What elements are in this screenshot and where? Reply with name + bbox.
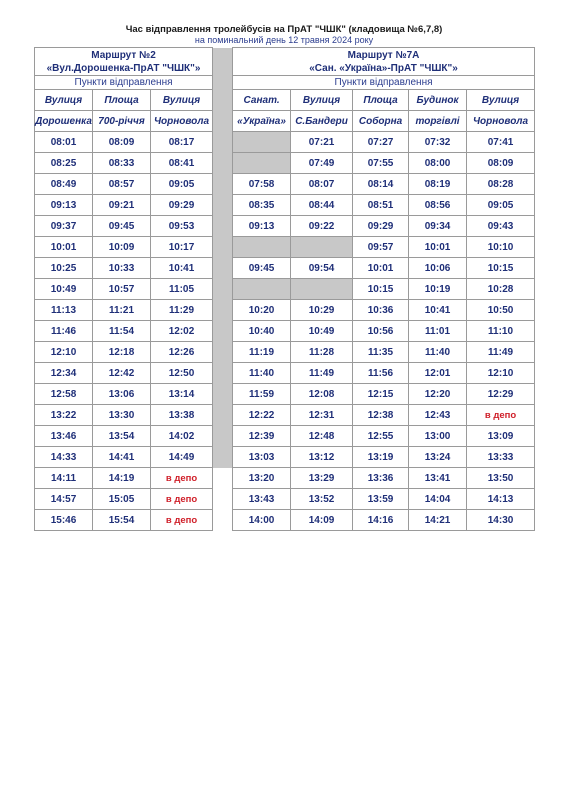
empty-cell: [233, 237, 291, 258]
time-cell: 11:01: [409, 321, 467, 342]
time-cell: 09:45: [233, 258, 291, 279]
time-cell: 12:10: [35, 342, 93, 363]
time-cell: 11:05: [151, 279, 213, 300]
time-cell: 08:09: [467, 153, 535, 174]
table-row: [35, 174, 535, 195]
time-cell: 07:58: [233, 174, 291, 195]
column-separator: [213, 489, 233, 510]
route2-points-label: Пункти відправлення: [35, 76, 213, 90]
table-row: [35, 321, 535, 342]
table-row: [35, 216, 535, 237]
time-cell: 10:33: [93, 258, 151, 279]
time-cell: 07:21: [291, 132, 353, 153]
time-cell: 13:46: [35, 426, 93, 447]
column-separator: [213, 132, 233, 153]
time-cell: 11:40: [233, 363, 291, 384]
time-cell: 14:49: [151, 447, 213, 468]
time-cell: 10:40: [233, 321, 291, 342]
stop-header: Вулиця: [291, 90, 353, 111]
time-cell: 10:41: [151, 258, 213, 279]
time-cell: 13:06: [93, 384, 151, 405]
table-row: [35, 447, 535, 468]
time-cell: 09:34: [409, 216, 467, 237]
time-cell: 11:49: [291, 363, 353, 384]
time-cell: 10:09: [93, 237, 151, 258]
time-cell: 14:09: [291, 510, 353, 531]
time-cell: 08:35: [233, 195, 291, 216]
time-cell: 09:22: [291, 216, 353, 237]
column-separator: [213, 405, 233, 426]
time-cell: 11:35: [353, 342, 409, 363]
time-cell: 12:55: [353, 426, 409, 447]
time-cell: 09:13: [35, 195, 93, 216]
time-cell: 12:02: [151, 321, 213, 342]
table-row: [35, 384, 535, 405]
time-cell: 13:41: [409, 468, 467, 489]
column-separator: [213, 90, 233, 111]
table-row: [35, 342, 535, 363]
time-cell: 10:49: [35, 279, 93, 300]
table-row: [35, 405, 535, 426]
time-cell: 14:02: [151, 426, 213, 447]
time-cell: 11:21: [93, 300, 151, 321]
time-cell: 08:25: [35, 153, 93, 174]
time-cell: 09:21: [93, 195, 151, 216]
time-cell: 10:29: [291, 300, 353, 321]
time-cell: 13:52: [291, 489, 353, 510]
time-cell: 15:54: [93, 510, 151, 531]
time-cell: 14:30: [467, 510, 535, 531]
empty-cell: [233, 153, 291, 174]
time-cell: 12:29: [467, 384, 535, 405]
column-separator: [213, 48, 233, 90]
time-cell: 08:56: [409, 195, 467, 216]
column-separator: [213, 426, 233, 447]
time-cell: 07:41: [467, 132, 535, 153]
time-cell: 08:19: [409, 174, 467, 195]
stop-header: «Україна»: [233, 111, 291, 132]
time-cell: 14:33: [35, 447, 93, 468]
time-cell: 09:53: [151, 216, 213, 237]
time-cell: 13:33: [467, 447, 535, 468]
time-cell: в депо: [467, 405, 535, 426]
stop-header: Вулиця: [467, 90, 535, 111]
time-cell: 10:57: [93, 279, 151, 300]
time-cell: 10:17: [151, 237, 213, 258]
time-cell: 15:46: [35, 510, 93, 531]
time-cell: 08:49: [35, 174, 93, 195]
stop-header: Санат.: [233, 90, 291, 111]
column-separator: [213, 216, 233, 237]
time-cell: 13:30: [93, 405, 151, 426]
stop-header: Будинок: [409, 90, 467, 111]
time-cell: 14:16: [353, 510, 409, 531]
time-cell: 10:01: [409, 237, 467, 258]
empty-cell: [233, 279, 291, 300]
stop-header: Вулиця: [151, 90, 213, 111]
time-cell: 11:10: [467, 321, 535, 342]
time-cell: 10:50: [467, 300, 535, 321]
time-cell: 09:43: [467, 216, 535, 237]
column-separator: [213, 111, 233, 132]
stop-header: Соборна: [353, 111, 409, 132]
table-row: [35, 489, 535, 510]
time-cell: 13:12: [291, 447, 353, 468]
time-cell: 13:50: [467, 468, 535, 489]
time-cell: 14:57: [35, 489, 93, 510]
time-cell: 12:50: [151, 363, 213, 384]
time-cell: 13:54: [93, 426, 151, 447]
time-cell: 12:15: [353, 384, 409, 405]
time-cell: 12:22: [233, 405, 291, 426]
empty-cell: [291, 279, 353, 300]
table-row: [35, 258, 535, 279]
route7a-points-label: Пункти відправлення: [233, 76, 535, 90]
stop-header: Вулиця: [35, 90, 93, 111]
column-separator: [213, 258, 233, 279]
time-cell: 14:21: [409, 510, 467, 531]
time-cell: 09:05: [151, 174, 213, 195]
column-separator: [213, 279, 233, 300]
empty-cell: [233, 132, 291, 153]
time-cell: 13:59: [353, 489, 409, 510]
column-separator: [213, 321, 233, 342]
time-cell: 12:34: [35, 363, 93, 384]
time-cell: 12:26: [151, 342, 213, 363]
time-cell: 13:14: [151, 384, 213, 405]
time-cell: 11:49: [467, 342, 535, 363]
time-cell: 14:11: [35, 468, 93, 489]
time-cell: 14:00: [233, 510, 291, 531]
time-cell: 10:56: [353, 321, 409, 342]
time-cell: 10:15: [467, 258, 535, 279]
time-cell: 13:00: [409, 426, 467, 447]
stop-header: Дорошенка: [35, 111, 93, 132]
time-cell: 10:19: [409, 279, 467, 300]
column-separator: [213, 237, 233, 258]
time-cell: 09:45: [93, 216, 151, 237]
time-cell: 14:04: [409, 489, 467, 510]
time-cell: 14:19: [93, 468, 151, 489]
stop-header: С.Бандери: [291, 111, 353, 132]
time-cell: 09:57: [353, 237, 409, 258]
stop-header: Площа: [353, 90, 409, 111]
time-cell: 13:03: [233, 447, 291, 468]
time-cell: 12:43: [409, 405, 467, 426]
time-cell: 13:24: [409, 447, 467, 468]
time-cell: 09:05: [467, 195, 535, 216]
route2-name: Маршрут №2: [35, 48, 213, 63]
time-cell: 11:54: [93, 321, 151, 342]
page-subtitle: на поминальний день 12 травня 2024 року: [194, 35, 374, 45]
time-cell: 10:01: [353, 258, 409, 279]
time-cell: 12:58: [35, 384, 93, 405]
time-cell: 10:01: [35, 237, 93, 258]
time-cell: 11:28: [291, 342, 353, 363]
time-cell: 12:48: [291, 426, 353, 447]
column-separator: [213, 342, 233, 363]
time-cell: 10:10: [467, 237, 535, 258]
route2-path: «Вул.Дорошенка-ПрАТ "ЧШК"»: [35, 62, 213, 76]
time-cell: 08:01: [35, 132, 93, 153]
table-row: [35, 132, 535, 153]
time-cell: 07:32: [409, 132, 467, 153]
time-cell: 12:42: [93, 363, 151, 384]
column-separator: [213, 468, 233, 489]
column-separator: [213, 510, 233, 531]
time-cell: 11:56: [353, 363, 409, 384]
stop-header: торгівлі: [409, 111, 467, 132]
time-cell: 08:28: [467, 174, 535, 195]
time-cell: 11:13: [35, 300, 93, 321]
time-cell: 12:39: [233, 426, 291, 447]
time-cell: 08:14: [353, 174, 409, 195]
time-cell: 10:36: [353, 300, 409, 321]
table-row: [35, 153, 535, 174]
time-cell: 09:29: [151, 195, 213, 216]
time-cell: 13:09: [467, 426, 535, 447]
stop-header: Чорновола: [151, 111, 213, 132]
route7a-path: «Сан. «Україна»-ПрАТ "ЧШК"»: [233, 62, 535, 76]
table-row: [35, 363, 535, 384]
time-cell: 12:18: [93, 342, 151, 363]
time-cell: 08:44: [291, 195, 353, 216]
time-cell: 09:37: [35, 216, 93, 237]
time-cell: 13:43: [233, 489, 291, 510]
time-cell: 12:10: [467, 363, 535, 384]
time-cell: 12:08: [291, 384, 353, 405]
table-row: [35, 468, 535, 489]
time-cell: 09:54: [291, 258, 353, 279]
time-cell: 10:15: [353, 279, 409, 300]
time-cell: 11:40: [409, 342, 467, 363]
time-cell: 08:00: [409, 153, 467, 174]
table-row: [35, 237, 535, 258]
time-cell: 10:49: [291, 321, 353, 342]
time-cell: 08:41: [151, 153, 213, 174]
time-cell: 09:13: [233, 216, 291, 237]
time-cell: 10:28: [467, 279, 535, 300]
time-cell: 12:01: [409, 363, 467, 384]
time-cell: 14:41: [93, 447, 151, 468]
stop-header: Площа: [93, 90, 151, 111]
time-cell: 10:06: [409, 258, 467, 279]
time-cell: 12:31: [291, 405, 353, 426]
time-cell: 11:46: [35, 321, 93, 342]
timetable-sheet: [34, 24, 534, 531]
page-title: Час відправлення тролейбусів на ПрАТ "ЧШК" (кладовища №6,7,8): [125, 24, 443, 35]
table-row: [35, 279, 535, 300]
time-cell: 10:25: [35, 258, 93, 279]
time-cell: 13:20: [233, 468, 291, 489]
table-row: [35, 510, 535, 531]
time-cell: 10:41: [409, 300, 467, 321]
time-cell: 12:38: [353, 405, 409, 426]
column-separator: [213, 174, 233, 195]
stop-header: Чорновола: [467, 111, 535, 132]
time-cell: 10:20: [233, 300, 291, 321]
time-cell: 13:38: [151, 405, 213, 426]
column-separator: [213, 153, 233, 174]
time-cell: 08:33: [93, 153, 151, 174]
time-cell: 13:22: [35, 405, 93, 426]
route7a-name: Маршрут №7А: [233, 48, 535, 63]
empty-cell: [291, 237, 353, 258]
stop-header: 700-річчя: [93, 111, 151, 132]
column-separator: [213, 447, 233, 468]
time-cell: 07:49: [291, 153, 353, 174]
time-cell: 11:29: [151, 300, 213, 321]
time-cell: 07:55: [353, 153, 409, 174]
time-cell: 08:07: [291, 174, 353, 195]
time-cell: 09:29: [353, 216, 409, 237]
time-cell: в депо: [151, 489, 213, 510]
time-cell: в депо: [151, 468, 213, 489]
table-row: [35, 195, 535, 216]
time-cell: в депо: [151, 510, 213, 531]
column-separator: [213, 363, 233, 384]
time-cell: 08:17: [151, 132, 213, 153]
time-cell: 12:20: [409, 384, 467, 405]
column-separator: [213, 300, 233, 321]
time-cell: 13:29: [291, 468, 353, 489]
time-cell: 11:19: [233, 342, 291, 363]
time-cell: 11:59: [233, 384, 291, 405]
time-cell: 07:27: [353, 132, 409, 153]
time-cell: 15:05: [93, 489, 151, 510]
time-cell: 13:36: [353, 468, 409, 489]
time-cell: 08:51: [353, 195, 409, 216]
column-separator: [213, 384, 233, 405]
time-cell: 08:09: [93, 132, 151, 153]
time-cell: 14:13: [467, 489, 535, 510]
time-cell: 08:57: [93, 174, 151, 195]
table-row: [35, 426, 535, 447]
column-separator: [213, 195, 233, 216]
timetable: [34, 47, 535, 531]
table-row: [35, 300, 535, 321]
time-cell: 13:19: [353, 447, 409, 468]
